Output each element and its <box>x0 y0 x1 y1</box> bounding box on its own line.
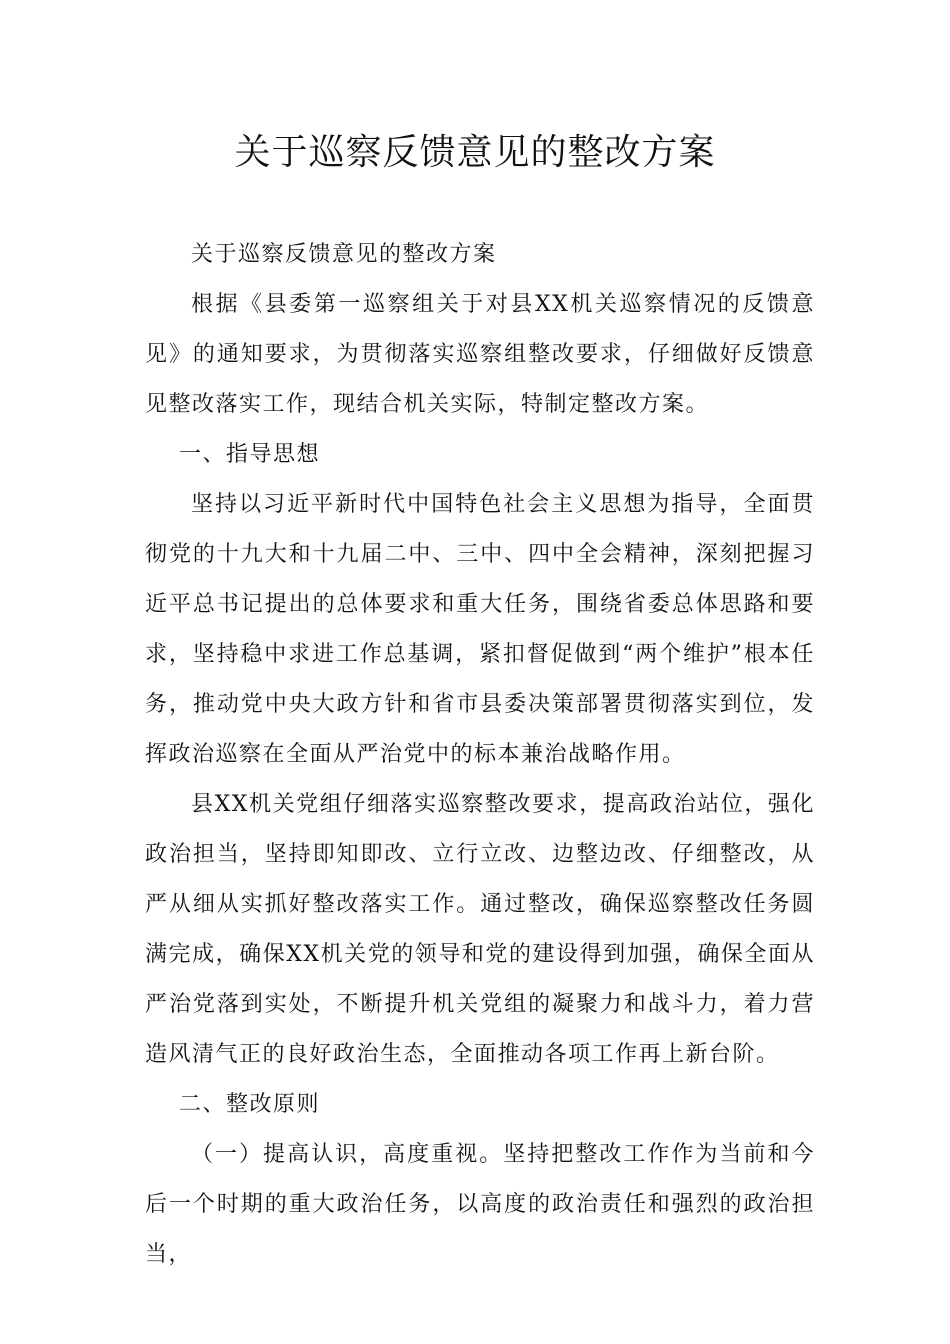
paragraph-guiding-ideology: 坚持以习近平新时代中国特色社会主义思想为指导，全面贯彻党的十九大和十九届二中、三中、四中全会精神，深刻把握习近平总书记提出的总体要求和重大任务，围绕省委总体思路和要求，坚持稳中求进工作总基调，紧扣督促做到“两个维护”根本任务，推动党中央大政方针和省市县委决策部署贯彻落实到位，发挥政治巡察在全面从严治党中的标本兼治战略作用。 <box>145 492 815 767</box>
section-heading-guiding-ideology: 一、指导思想 <box>179 442 321 467</box>
paragraph-goals: 县XX机关党组仔细落实巡察整改要求，提高政治站位，强化政治担当，坚持即知即改、立行立改、边整边改、仔细整改，从严从细从实抓好整改落实工作。通过整改，确保巡察整改任务圆满完成，确保XX机关党的领导和党的建设得到加强，确保全面从严治党落到实处，不断提升机关党组的凝聚力和战斗力，着力营造风清气正的良好政治生态，全面推动各项工作再上新台阶。 <box>145 792 815 1067</box>
paragraph-principle-one: （一）提高认识，高度重视。坚持把整改工作作为当前和今后一个时期的重大政治任务，以高度的政治责任和强烈的政治担当， <box>145 1142 815 1267</box>
document-title: 关于巡察反馈意见的整改方案 <box>234 132 716 173</box>
paragraph-intro: 根据《县委第一巡察组关于对县XX机关巡察情况的反馈意见》的通知要求，为贯彻落实巡察组整改要求，仔细做好反馈意见整改落实工作，现结合机关实际，特制定整改方案。 <box>145 292 815 417</box>
section-heading-principles: 二、整改原则 <box>179 1092 321 1117</box>
document-body <box>145 230 815 1280</box>
paragraph-subtitle: 关于巡察反馈意见的整改方案 <box>191 242 497 267</box>
